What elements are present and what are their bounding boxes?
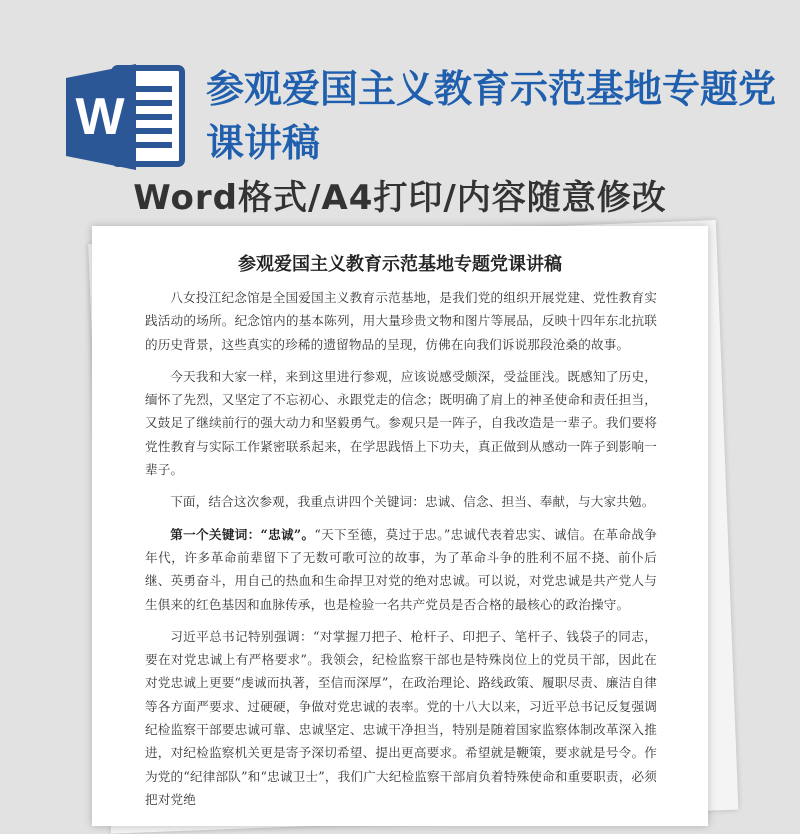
paragraph: 下面，结合这次参观，我重点讲四个关键词：忠诚、信念、担当、奉献，与大家共勉。	[170, 494, 655, 510]
paragraph: 今天我和大家一样，来到这里进行参观，应该说感受颇深，受益匪浅。既感知了历史，缅怀了先烈，又坚定了不忘初心、永跟党走的信念；既明确了肩上的神圣使命和责任担当，又鼓足了继续前行的强大动力和坚毅勇气。参观只是一阵子，自我改造是一辈子。我们要将党性教育与实际工作紧密联系起来，在学思践悟上下功夫，真正做到从感动一阵子到影响一辈子。	[145, 368, 657, 478]
page-title: 参观爱国主义教育示范基地专题党课讲稿	[206, 67, 777, 165]
document-body	[145, 286, 657, 820]
paragraph	[145, 523, 657, 616]
banner-header	[0, 0, 800, 232]
document-page	[92, 226, 708, 826]
document-title: 参观爱国主义教育示范基地专题党课讲稿	[238, 254, 562, 275]
paragraph-text: “天下至德，莫过于忠。”忠诚代表着忠实、诚信。在革命战争年代，许多革命前辈留下了无数可歌可泣的故事，为了革命斗争的胜利不屈不挠、前仆后继、英勇奋斗，用自己的热血和生命捍卫对党的绝对忠诚。可以说，对党忠诚是共产党人与生俱来的红色基因和血脉传承，也是检验一名共产党员是否合格的最核心的政治操守。	[145, 526, 657, 612]
page-subtitle: Word格式/A4打印/内容随意修改	[133, 178, 667, 218]
keyword-heading: 第一个关键词：“忠诚”。	[170, 526, 315, 542]
paragraph: 八女投江纪念馆是全国爱国主义教育示范基地，是我们党的组织开展党建、党性教育实践活动的场所。纪念馆内的基本陈列，用大量珍贵文物和图片等展品，反映十四年东北抗联的历史背景，这些真实的珍稀的遗留物品的呈现，仿佛在向我们诉说那段沧桑的故事。	[145, 290, 657, 352]
word-icon-letter: W	[75, 88, 125, 146]
word-document-icon	[66, 62, 186, 172]
paragraph: 习近平总书记特别强调：“对掌握刀把子、枪杆子、印把子、笔杆子、钱袋子的同志，要在对党忠诚上有严格要求”。我领会，纪检监察干部也是特殊岗位上的党员干部，因此在对党忠诚上更要“虔诚而执著，至信而深厚”，在政治理论、路线政策、履职尽责、廉洁自律等各方面严要求、过硬硬，争做对党忠诚的表率。党的十八大以来，习近平总书记反复强调纪检监察干部要忠诚可靠、忠诚坚定、忠诚干净担当，特别是随着国家监察体制改革深入推进，对纪检监察机关更是寄予深切希望、提出更高要求。希望就是鞭策，要求就是号令。作为党的“纪律部队”和“忠诚卫士”，我们广大纪检监察干部肩负着特殊使命和重要职责，必须把对党绝	[145, 628, 657, 807]
